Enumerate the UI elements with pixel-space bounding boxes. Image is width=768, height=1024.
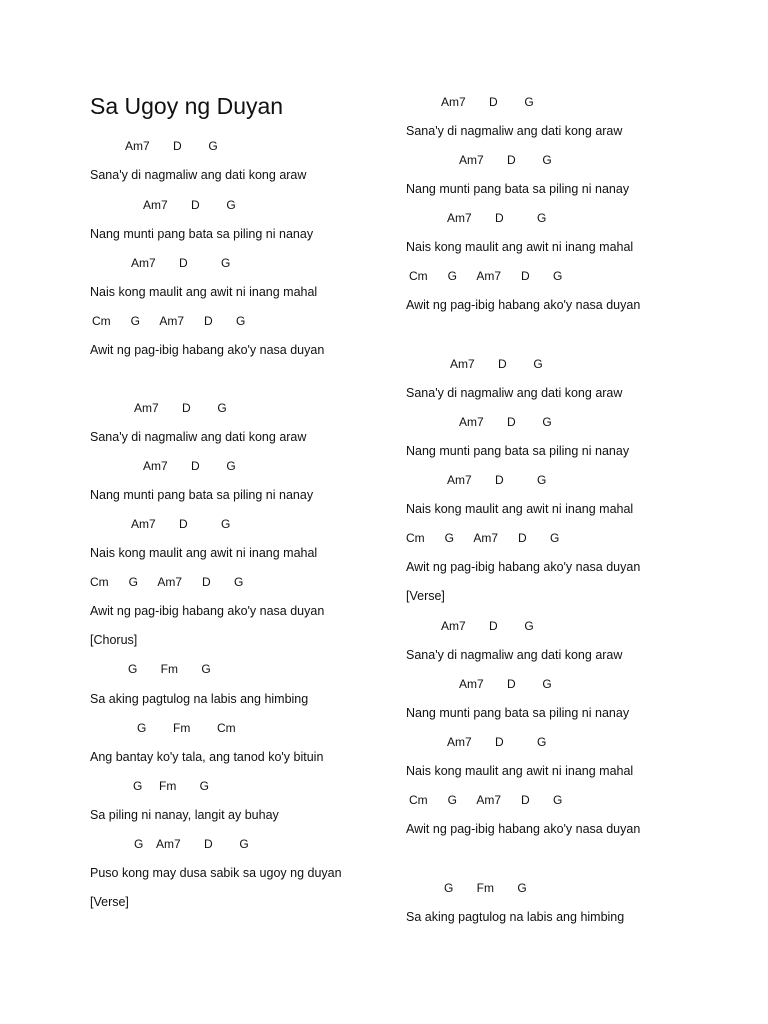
chord-line: Am7 D G — [125, 139, 218, 153]
chord-line: Am7 D G — [459, 415, 552, 429]
chord-line: Cm G Am7 D G — [409, 793, 563, 807]
chord-line: Cm G Am7 D G — [92, 314, 246, 328]
lyric-line: Awit ng pag-ibig habang ako'y nasa duyan — [406, 560, 641, 574]
chord-line: Cm G Am7 D G — [90, 575, 244, 589]
lyric-line: Nang munti pang bata sa piling ni nanay — [90, 488, 314, 502]
lyric-line: Awit ng pag-ibig habang ako'y nasa duyan — [90, 604, 325, 618]
lyric-line: Sana'y di nagmaliw ang dati kong araw — [90, 168, 307, 182]
lyric-line: Awit ng pag-ibig habang ako'y nasa duyan — [90, 343, 325, 357]
section-label: [Chorus] — [90, 633, 138, 647]
section-label: [Verse] — [406, 589, 445, 603]
lyric-line: Nais kong maulit ang awit ni inang mahal — [406, 502, 634, 516]
lyric-line: Nang munti pang bata sa piling ni nanay — [406, 706, 630, 720]
chord-line: G Fm G — [128, 662, 211, 676]
chord-line: Am7 D G — [459, 677, 552, 691]
chord-line: Am7 D G — [450, 357, 543, 371]
chord-line: G Fm G — [444, 881, 527, 895]
chord-line: G Fm G — [133, 779, 210, 793]
lyric-line: Awit ng pag-ibig habang ako'y nasa duyan — [406, 822, 641, 836]
lyric-line: Sana'y di nagmaliw ang dati kong araw — [406, 124, 623, 138]
lyric-line: Sa aking pagtulog na labis ang himbing — [90, 692, 309, 706]
chord-line: Am7 D G — [131, 256, 231, 270]
lyric-line: Sa aking pagtulog na labis ang himbing — [406, 910, 625, 924]
chord-line: Cm G Am7 D G — [406, 531, 560, 545]
chord-line: Am7 D G — [131, 517, 231, 531]
chord-line: Am7 D G — [143, 459, 236, 473]
chord-line: Am7 D G — [143, 198, 236, 212]
lyric-line: Sana'y di nagmaliw ang dati kong araw — [90, 430, 307, 444]
lyric-line: Nang munti pang bata sa piling ni nanay — [90, 227, 314, 241]
section-label: [Verse] — [90, 895, 129, 909]
chord-line: Am7 D G — [459, 153, 552, 167]
lyric-line: Nais kong maulit ang awit ni inang mahal — [90, 285, 318, 299]
chord-line: G Fm Cm — [137, 721, 236, 735]
chord-line: Cm G Am7 D G — [409, 269, 563, 283]
chord-line: Am7 D G — [441, 95, 534, 109]
lyric-line: Sana'y di nagmaliw ang dati kong araw — [406, 386, 623, 400]
lyric-line: Puso kong may dusa sabik sa ugoy ng duyan — [90, 866, 342, 880]
song-title: Sa Ugoy ng Duyan — [90, 93, 284, 119]
lyric-line: Awit ng pag-ibig habang ako'y nasa duyan — [406, 298, 641, 312]
chord-line: Am7 D G — [447, 735, 547, 749]
lyric-line: Sa piling ni nanay, langit ay buhay — [90, 808, 279, 822]
chord-line: Am7 D G — [447, 211, 547, 225]
chord-line: Am7 D G — [134, 401, 227, 415]
lyric-line: Nang munti pang bata sa piling ni nanay — [406, 444, 630, 458]
lyric-line: Nang munti pang bata sa piling ni nanay — [406, 182, 630, 196]
lyric-line: Nais kong maulit ang awit ni inang mahal — [90, 546, 318, 560]
chord-line: G Am7 D G — [134, 837, 249, 851]
lyric-line: Sana'y di nagmaliw ang dati kong araw — [406, 648, 623, 662]
lyric-line: Nais kong maulit ang awit ni inang mahal — [406, 764, 634, 778]
chord-line: Am7 D G — [447, 473, 547, 487]
lyric-line: Nais kong maulit ang awit ni inang mahal — [406, 240, 634, 254]
chord-line: Am7 D G — [441, 619, 534, 633]
lyric-line: Ang bantay ko'y tala, ang tanod ko'y bituin — [90, 750, 324, 764]
